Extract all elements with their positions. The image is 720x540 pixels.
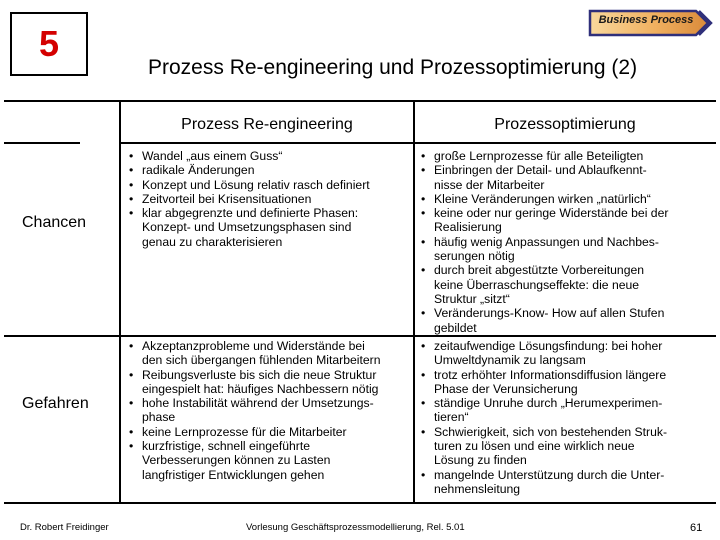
chapter-number: 5 [38, 23, 60, 64]
list-item: • Veränderungs-Know- How auf allen Stufen gebildet [420, 306, 718, 335]
business-process-badge [588, 8, 714, 38]
list-item: • trotz erhöhter Informationsdiffusion längere Phase der Verunsicherung [420, 368, 718, 397]
chancen-reengineering-list [128, 149, 414, 249]
label-column-divider [119, 100, 121, 504]
list-item: • radikale Änderungen [128, 163, 414, 177]
chancen-optimierung-list [420, 149, 718, 335]
list-item: • Zeitvorteil bei Krisensituationen [128, 192, 414, 206]
row-label-chancen: Chancen [22, 214, 87, 231]
table-bottom-border [4, 502, 716, 504]
list-item: • große Lernprozesse für alle Beteiligten [420, 149, 718, 163]
page-number: 61 [690, 522, 703, 534]
list-item: • zeitaufwendige Lösungsfindung: bei hoher Umweltdynamik zu langsam [420, 339, 718, 368]
list-item: • keine Lernprozesse für die Mitarbeiter [128, 425, 414, 439]
list-item: • Kleine Veränderungen wirken „natürlich“ [420, 192, 718, 206]
footer-author: Dr. Robert Freidinger [20, 522, 109, 533]
table-top-border [4, 100, 716, 102]
column-header-reengineering: Prozess Re-engineering [181, 116, 353, 133]
badge-label: Business Process [598, 14, 694, 26]
row-label-gefahren: Gefahren [22, 395, 89, 412]
list-item: • Schwierigkeit, sich von bestehenden Struk- turen zu lösen und eine wirklich neue Lösung zu finden [420, 425, 718, 468]
list-item: • hohe Instabilität während der Umsetzungs- phase [128, 396, 414, 425]
list-item: • Einbringen der Detail- und Ablaufkennt- nisse der Mitarbeiter [420, 163, 718, 192]
footer-course: Vorlesung Geschäftsprozessmodellierung, Rel. 5.01 [246, 522, 465, 533]
gefahren-optimierung-list [420, 339, 718, 496]
list-item: • klar abgegrenzte und definierte Phasen: Konzept- und Umsetzungsphasen sind genau zu charakterisieren [128, 206, 414, 249]
list-item: • durch breit abgestützte Vorbereitungen keine Überraschungseffekte: die neue Struktur „sitzt“ [420, 263, 718, 306]
column-header-optimierung: Prozessoptimierung [494, 116, 636, 133]
list-item: • ständige Unruhe durch „Herumexperimen- tieren“ [420, 396, 718, 425]
page-title: Prozess Re-engineering und Prozessoptimierung (2) [148, 56, 638, 79]
list-item: • Reibungsverluste bis sich die neue Struktur eingespielt hat: häufiges Nachbessern nötig [128, 368, 414, 397]
list-item: • mangelnde Unterstützung durch die Unter- nehmensleitung [420, 468, 718, 497]
gefahren-reengineering-list [128, 339, 414, 482]
row-divider [4, 335, 716, 337]
list-item: • Konzept und Lösung relativ rasch definiert [128, 178, 414, 192]
list-item: • Wandel „aus einem Guss“ [128, 149, 414, 163]
list-item: • Akzeptanzprobleme und Widerstände bei den sich übergangen fühlenden Mitarbeitern [128, 339, 414, 368]
header-row-divider [120, 142, 716, 144]
chapter-number-box [10, 12, 88, 76]
list-item: • kurzfristige, schnell eingeführte Verbesserungen können zu Lasten langfristiger Entwicklungen gehen [128, 439, 414, 482]
list-item: • keine oder nur geringe Widerstände bei der Realisierung [420, 206, 718, 235]
label-header-divider [4, 142, 80, 144]
list-item: • häufig wenig Anpassungen und Nachbes- serungen nötig [420, 235, 718, 264]
